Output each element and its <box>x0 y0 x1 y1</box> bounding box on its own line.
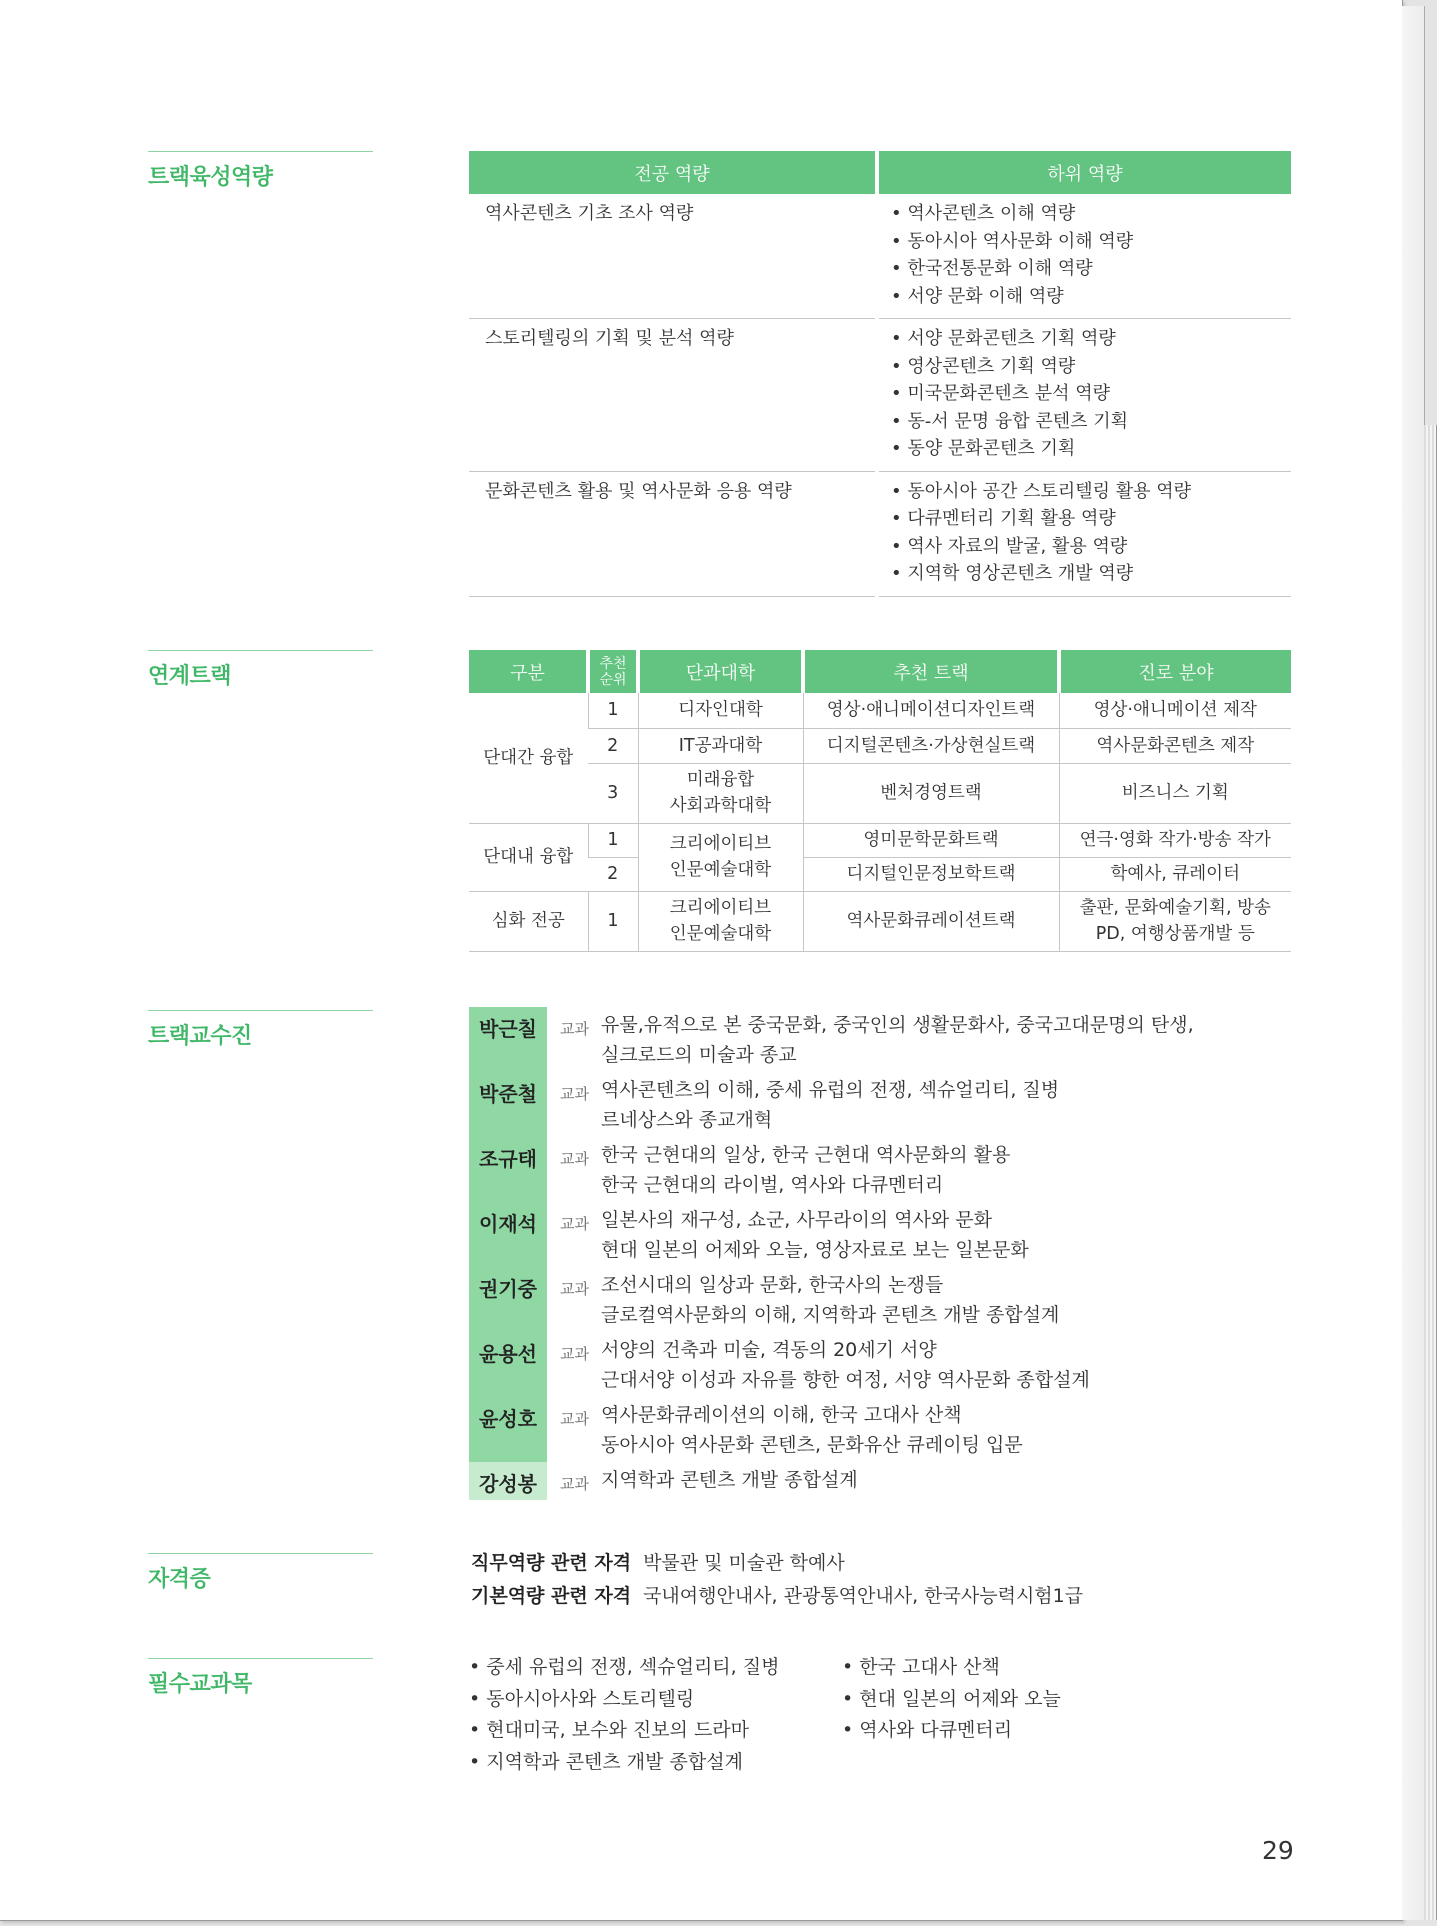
header-sub-competency: 하위 역량 <box>879 151 1291 194</box>
list-item: • 역사 자료의 발굴, 활용 역량 <box>891 533 1291 561</box>
list-item: • 서양 문화콘텐츠 기획 역량 <box>891 325 1291 353</box>
list-item: • 역사콘텐츠 이해 역량 <box>891 200 1291 228</box>
list-item: • 다큐멘터리 기획 활용 역량 <box>891 505 1291 533</box>
list-item: 윤용선 교과 서양의 건축과 미술, 격동의 20세기 서양 근대서양 이성과 자유를 향한 여정, 서양 역사문화 종합설계 <box>469 1332 1309 1397</box>
list-item: • 동아시아 역사문화 이해 역량 <box>891 228 1291 256</box>
linked-track-table <box>469 650 1291 952</box>
header-track: 추천 트랙 <box>803 650 1059 693</box>
list-item: • 한국전통문화 이해 역량 <box>891 255 1291 283</box>
table-header-row <box>469 151 1291 194</box>
list-item <box>471 1580 1083 1613</box>
table-header-row <box>469 650 1291 693</box>
header-category: 구분 <box>469 650 588 693</box>
group-cell: 심화 전공 <box>469 891 588 951</box>
professor-name: 강성봉 <box>469 1462 547 1500</box>
list-item: • 영상콘텐츠 기획 역량 <box>891 353 1291 381</box>
major-competency: 역사콘텐츠 기초 조사 역량 <box>469 194 875 319</box>
list-item: 박근칠 교과 유물,유적으로 본 중국문화, 중국인의 생활문화사, 중국고대문명의 탄생, 실크로드의 미술과 종교 <box>469 1007 1309 1072</box>
header-career: 진로 분야 <box>1059 650 1291 693</box>
professor-name: 박준철 <box>469 1072 547 1137</box>
required-courses-left <box>469 1652 779 1778</box>
sub-competency-list <box>891 200 1291 310</box>
list-item: • 미국문화콘텐츠 분석 역량 <box>891 380 1291 408</box>
professor-name: 이재석 <box>469 1202 547 1267</box>
professor-name: 박근칠 <box>469 1007 547 1072</box>
course-tag: 교과 <box>560 1475 589 1493</box>
page-edge <box>1402 6 1425 1920</box>
list-item: 권기중 교과 조선시대의 일상과 문화, 한국사의 논쟁들 글로컬역사문화의 이해, 지역학과 콘텐츠 개발 종합설계 <box>469 1267 1309 1332</box>
table-row <box>469 194 1291 319</box>
major-competency: 문화콘텐츠 활용 및 역사문화 응용 역량 <box>469 471 875 596</box>
list-item: • 동-서 문명 융합 콘텐츠 기획 <box>891 408 1291 436</box>
section-label-linked-track: 연계트랙 <box>148 650 373 690</box>
list-item: • 현대 일본의 어제와 오늘 <box>842 1684 1061 1716</box>
list-item: • 한국 고대사 산책 <box>842 1652 1061 1684</box>
sub-competency-list <box>891 478 1291 588</box>
list-item: • 역사와 다큐멘터리 <box>842 1715 1061 1747</box>
professor-name: 윤성호 <box>469 1397 547 1462</box>
course-tag: 교과 <box>560 1085 589 1103</box>
course-tag: 교과 <box>560 1410 589 1428</box>
sub-competency-list <box>891 325 1291 463</box>
list-item: 박준철 교과 역사콘텐츠의 이해, 중세 유럽의 전쟁, 섹슈얼리티, 질병 르네상스와 종교개혁 <box>469 1072 1309 1137</box>
professor-name: 윤용선 <box>469 1332 547 1397</box>
certificate-list <box>471 1547 1083 1613</box>
list-item: 조규태 교과 한국 근현대의 일상, 한국 근현대 역사문화의 활용 한국 근현대의 라이벌, 역사와 다큐멘터리 <box>469 1137 1309 1202</box>
page-stack-edge <box>1424 425 1437 1920</box>
table-row: 단대간 융합 1 디자인대학 영상·애니메이션디자인트랙 영상·애니메이션 제작 <box>469 693 1291 728</box>
list-item: 강성봉 교과 지역학과 콘텐츠 개발 종합설계 <box>469 1462 1309 1500</box>
section-label-faculty: 트랙교수진 <box>148 1010 373 1050</box>
header-major-competency: 전공 역량 <box>469 151 875 194</box>
table-row <box>469 319 1291 472</box>
list-item: • 중세 유럽의 전쟁, 섹슈얼리티, 질병 <box>469 1652 779 1684</box>
list-item <box>471 1547 1083 1580</box>
certificate-value: 국내여행안내사, 관광통역안내사, 한국사능력시험1급 <box>643 1585 1084 1607</box>
table-row: 2 IT공과대학 디지털콘텐츠·가상현실트랙 역사문화콘텐츠 제작 <box>469 728 1291 763</box>
professor-name: 조규태 <box>469 1137 547 1202</box>
group-cell: 단대간 융합 <box>469 693 588 823</box>
required-courses-right <box>842 1652 1061 1747</box>
section-label-competency: 트랙육성역량 <box>148 151 373 191</box>
list-item: 이재석 교과 일본사의 재구성, 쇼군, 사무라이의 역사와 문화 현대 일본의 어제와 오늘, 영상자료로 보는 일본문화 <box>469 1202 1309 1267</box>
course-tag: 교과 <box>560 1345 589 1363</box>
page-number: 29 <box>1262 1836 1294 1865</box>
list-item: • 동아시아사와 스토리텔링 <box>469 1684 779 1716</box>
list-item: • 지역학 영상콘텐츠 개발 역량 <box>891 560 1291 588</box>
professor-name: 권기중 <box>469 1267 547 1332</box>
table-row: 3 미래융합 사회과학대학 벤처경영트랙 비즈니스 기획 <box>469 763 1291 823</box>
table-row <box>469 471 1291 596</box>
header-rank: 추천 순위 <box>588 650 638 693</box>
section-label-certificate: 자격증 <box>148 1553 373 1593</box>
certificate-label: 기본역량 관련 자격 <box>471 1585 632 1607</box>
course-tag: 교과 <box>560 1280 589 1298</box>
course-tag: 교과 <box>560 1215 589 1233</box>
certificate-value: 박물관 및 미술관 학예사 <box>643 1552 845 1574</box>
list-item: • 동아시아 공간 스토리텔링 활용 역량 <box>891 478 1291 506</box>
header-college: 단과대학 <box>638 650 803 693</box>
list-item: 윤성호 교과 역사문화큐레이션의 이해, 한국 고대사 산책 동아시아 역사문화 콘텐츠, 문화유산 큐레이팅 입문 <box>469 1397 1309 1462</box>
certificate-label: 직무역량 관련 자격 <box>471 1552 632 1574</box>
section-label-required-courses: 필수교과목 <box>148 1658 373 1698</box>
table-row: 2 디지털인문정보학트랙 학예사, 큐레이터 <box>469 857 1291 891</box>
major-competency: 스토리텔링의 기획 및 분석 역량 <box>469 319 875 472</box>
faculty-list <box>469 1007 1309 1500</box>
group-cell: 단대내 융합 <box>469 823 588 891</box>
course-tag: 교과 <box>560 1020 589 1038</box>
competency-table <box>469 151 1291 597</box>
list-item: • 동양 문화콘텐츠 기획 <box>891 435 1291 463</box>
list-item: • 지역학과 콘텐츠 개발 종합설계 <box>469 1747 779 1779</box>
table-row: 단대내 융합 1 크리에이티브 인문예술대학 영미문학문화트랙 연극·영화 작가·방송 작가 <box>469 823 1291 857</box>
list-item: • 서양 문화 이해 역량 <box>891 283 1291 311</box>
table-row: 심화 전공 1 크리에이티브 인문예술대학 역사문화큐레이션트랙 출판, 문화예술기획, 방송 PD, 여행상품개발 등 <box>469 891 1291 951</box>
course-tag: 교과 <box>560 1150 589 1168</box>
list-item: • 현대미국, 보수와 진보의 드라마 <box>469 1715 779 1747</box>
